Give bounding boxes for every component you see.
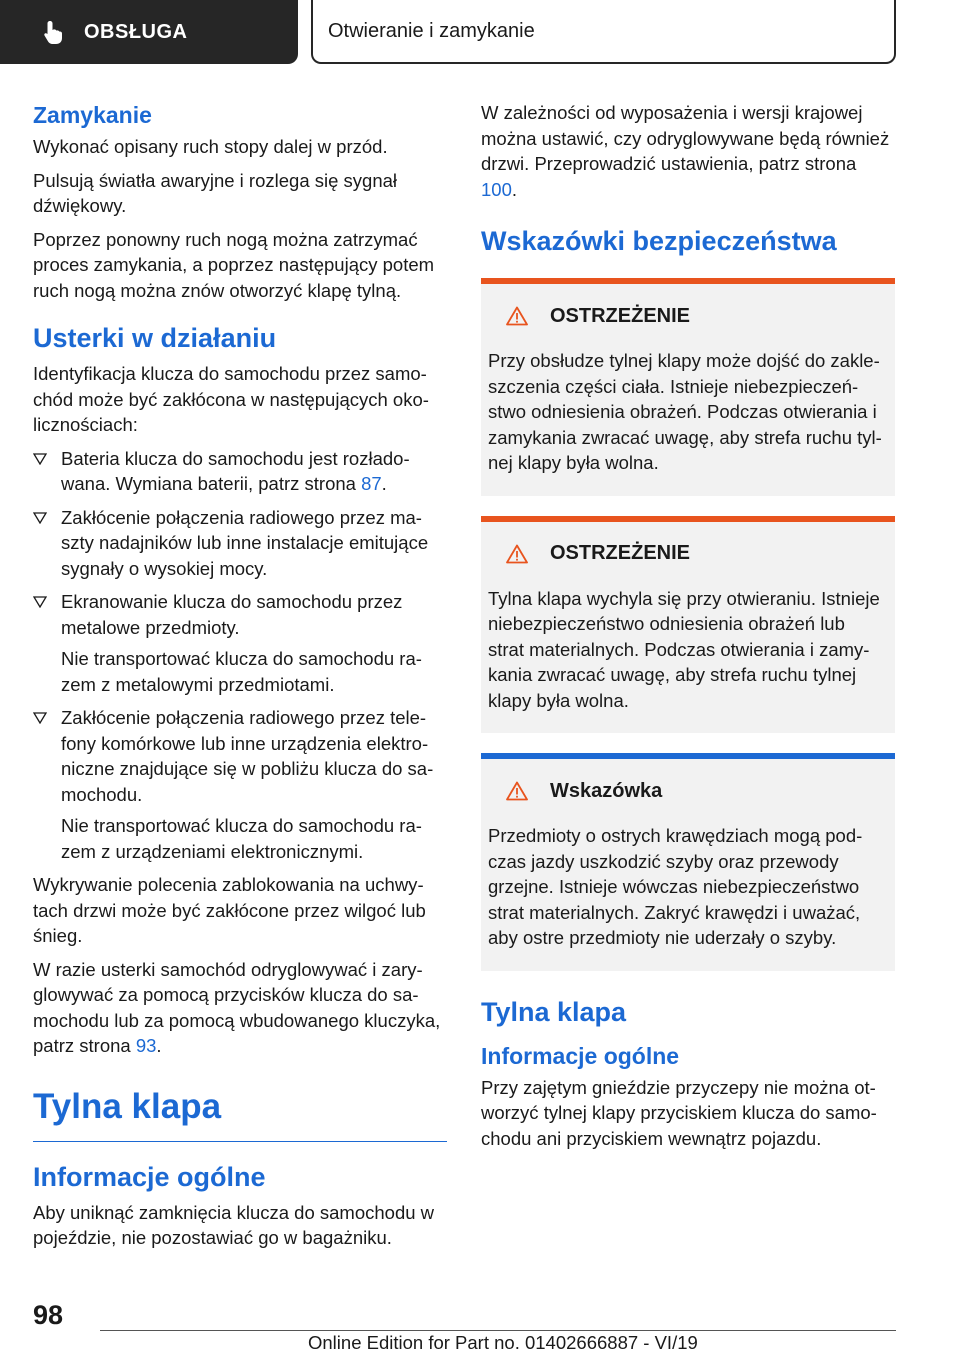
tailgate-heading: Tylna klapa (481, 996, 627, 1027)
note-text: Przedmioty o ostrych krawędziach mogą podczas jazdy uszkodzić szyby oraz przewody grzejne. Istnieje wówczas niebezpieczeństwo strat materialnych. Zakryć krawędzi i uważać, aby ostre przedmioty nie uderzały o szyby. (488, 825, 863, 948)
list-item-text: Ekranowanie klucza do samochodu przez metalowe przedmioty. (61, 591, 403, 638)
warning-triangle-icon (506, 544, 528, 564)
faults-paragraph-2: Wykrywanie polecenia zablokowania na uchwytach drzwi może być zakłócone przez wilgoć lub śnieg. (33, 874, 426, 946)
edition-text: Online Edition for Part no. 01402666887 - VI/19 (308, 1332, 698, 1353)
warning-box-2 (481, 516, 895, 734)
general-info-paragraph: Aby uniknąć zamknięcia klucza do samochodu w pojeździe, nie pozostawiać go w bagażniku. (33, 1201, 435, 1248)
faults-list (33, 446, 447, 865)
warning-triangle-icon (506, 306, 528, 326)
triangle-bullet-icon (33, 453, 47, 465)
list-item (33, 505, 447, 582)
list-item (33, 589, 447, 697)
warning-title: OSTRZEŻENIE (550, 304, 691, 327)
warning-box-1 (481, 278, 895, 496)
closing-paragraph-2: Pulsują światła awaryjne i rozlega się sygnał dźwiękowy. (33, 169, 398, 216)
faults-heading: Usterki w działaniu (33, 323, 277, 353)
chapter-tab[interactable] (311, 0, 896, 64)
section-tab-label: OBSŁUGA (84, 20, 188, 43)
chapter-tab-label: Otwieranie i zamykanie (328, 19, 535, 42)
faults-intro: Identyfikacja klucza do samochodu przez samochód może być zakłócona w następujących okolicznościach: (33, 363, 429, 435)
triangle-bullet-icon (33, 712, 47, 724)
triangle-bullet-icon (33, 512, 47, 524)
general-info-paragraph: Przy zajętym gnieździe przyczepy nie można otworzyć tylnej klapy przyciskiem klucza do samochodu ani przyciskiem wewnątrz pojazdu. (481, 1076, 877, 1149)
faults-paragraph-3: W razie usterki samochód odryglowywać i zaryglowywać za pomocą przycisków klucza do samochodu lub za pomocą wbudowanego kluczyka, patrz strona 93. (33, 958, 441, 1056)
closing-paragraph-1: Wykonać opisany ruch stopy dalej w przód. (33, 136, 388, 157)
list-item-text: Bateria klucza do samochodu jest rozładowana. Wymiana baterii, patrz strona (61, 447, 410, 494)
intro-paragraph: W zależności od wyposażenia i wersji krajowej można ustawić, czy odryglowywane będą również drzwi. Przeprowadzić ustawienia, patrz strona 100. (481, 102, 890, 200)
warning-text: Przy obsłudze tylnej klapy może dojść do zakleszczenia części ciała. Istnieje niebezpieczeństwo odniesienia obrażeń. Podczas otwierania i zamykania zwracać uwagę, aby strefa ruchu tylnej klapy była wolna. (488, 350, 882, 473)
page-link[interactable]: 100 (481, 178, 512, 200)
note-box (481, 753, 895, 971)
page-link[interactable]: 93 (135, 1035, 157, 1056)
page-header (0, 0, 960, 66)
section-tab[interactable] (0, 0, 298, 64)
left-column (33, 100, 447, 1259)
general-info-heading: Informacje ogólne (33, 1161, 266, 1192)
warning-triangle-icon (506, 781, 528, 801)
closing-paragraph-3: Poprzez ponowny ruch nogą można zatrzymać proces zamykania, a poprzez następujący potem ruch nogą można znów otworzyć klapę tylną. (33, 228, 435, 301)
tailgate-chapter-heading: Tylna klapa (33, 1085, 447, 1142)
list-item-text: Zakłócenie połączenia radiowego przez telefony komórkowe lub inne urządzenia elektroniczne znajdujące się w pobliżu klucza do samochodu. (61, 707, 434, 805)
hand-pointer-icon (40, 18, 68, 46)
list-item: Bateria klucza do samochodu jest rozładowana. Wymiana baterii, patrz strona 87. (33, 446, 447, 497)
closing-heading: Zamykanie (33, 102, 152, 128)
general-info-heading: Informacje ogólne (481, 1042, 680, 1069)
page-footer (0, 1300, 960, 1362)
warning-title: OSTRZEŻENIE (550, 542, 691, 564)
page-number: 98 (33, 1300, 64, 1330)
note-title: Wskazówka (550, 779, 663, 802)
triangle-bullet-icon (33, 596, 47, 608)
footer-divider (100, 1330, 896, 1331)
right-column (481, 100, 895, 1159)
list-item-extra: Nie transportować klucza do samochodu razem z metalowymi przedmiotami. (61, 648, 422, 695)
list-item-extra: Nie transportować klucza do samochodu razem z urządzeniami elektronicznymi. (61, 815, 422, 862)
page-link[interactable]: 87 (361, 473, 382, 494)
safety-heading: Wskazówki bezpieczeństwa (481, 226, 837, 256)
warning-text: Tylna klapa wychyla się przy otwieraniu. Istnieje niebezpieczeństwo odniesienia obrażeń lub strat materialnych. Podczas otwierania i zamykania zwracać uwagę, aby strefa ruchu tylnej klapy była wolna. (488, 587, 880, 711)
list-item-text: Zakłócenie połączenia radiowego przez maszty nadajników lub inne instalacje emitujące sygnały o wysokiej mocy. (61, 506, 429, 579)
list-item (33, 705, 447, 864)
